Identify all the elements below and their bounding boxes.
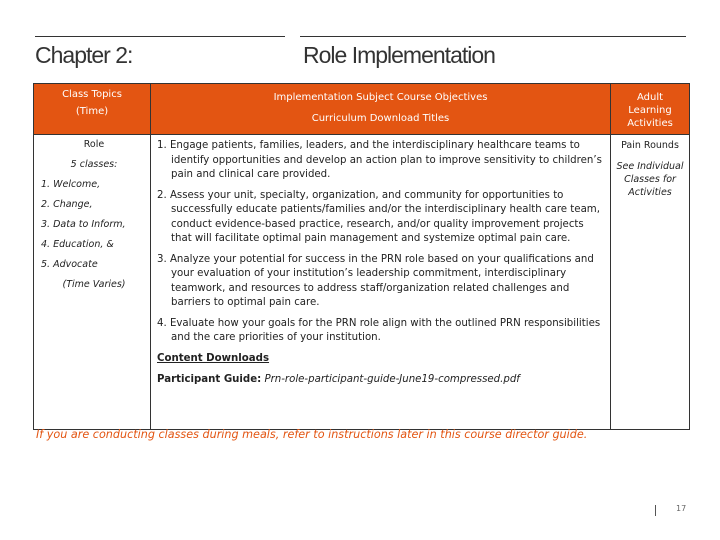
participant-guide-label: Participant Guide: [157,374,262,385]
topic-label: Role [83,139,105,150]
header-activities-line2: Activities [627,118,673,129]
chapter-label: Chapter 2: [35,42,133,68]
course-table [33,83,690,430]
header-rule-right [300,36,686,37]
header-class-topics-line1: Class Topics [62,89,122,100]
page-number-divider [655,505,656,516]
content-downloads-link[interactable]: Content Downloads [157,352,270,364]
classes-count: 5 classes: [70,159,118,170]
class-item-2: 2. Change, [41,199,93,210]
objective-4: 4. Evaluate how your goals for the PRN role align with the outlined PRN responsibilities and the care priorities of your institution. [157,317,601,343]
page-number: 17 [676,504,687,513]
participant-guide-file[interactable]: Prn-role-participant-guide-June19-compressed.pdf [264,374,520,385]
activity-note: See Individual Classes for Activities [616,161,684,198]
class-item-3: 3. Data to Inform, [41,219,126,230]
page-title: Role Implementation [303,42,495,68]
participant-guide-line [157,373,604,388]
header-objectives [151,84,611,135]
header-activities [611,84,690,135]
class-item-1: 1. Welcome, [41,179,101,190]
footer-note: If you are conducting classes during meals, refer to instructions later in this course director guide. [36,428,588,441]
header-class-topics-line2: (Time) [75,106,109,117]
objectives-cell [151,135,611,430]
content-downloads-heading [157,352,604,367]
header-activities-line1: Adult Learning [628,92,672,116]
table-body-row [34,135,690,430]
objective-1: 1. Engage patients, families, leaders, and the interdisciplinary healthcare teams to identify opportunities and develop an action plan to improve sensitivity to children’s pain and clinical care provided. [157,140,602,180]
table-header-row [34,84,690,135]
header-objectives-line2: Curriculum Download Titles [311,113,450,124]
activities-cell [611,135,690,430]
objective-3: 3. Analyze your potential for success in the PRN role based on your qualifications and your evaluation of your institution’s leadership commitment, interdisciplinary teamwork, and resources to address staff/organization related challenges and barriers to optimal pain care. [157,253,594,308]
class-item-4: 4. Education, & [41,239,114,250]
header-objectives-line1: Implementation Subject Course Objectives [273,92,488,103]
time-label: (Time Varies) [62,279,126,290]
objective-2: 2. Assess your unit, specialty, organization, and community for opportunities to successfully educate patients/families and/or the interdisciplinary health care team, conduct evidence-based practice, research, and/or quality improvement projects that will facilitate optimal pain management and systemize optimal pain care. [157,189,600,244]
header-class-topics [34,84,151,135]
activity-pain-rounds: Pain Rounds [621,140,679,151]
header-rule-left [35,36,285,37]
class-topics-cell [34,135,151,430]
class-item-5: 5. Advocate [41,259,98,270]
